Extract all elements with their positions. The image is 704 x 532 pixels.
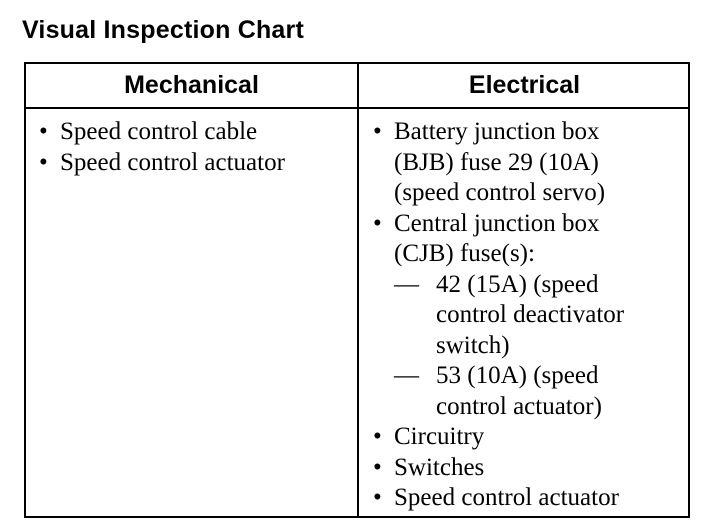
list-item	[370, 453, 688, 484]
electrical-list	[370, 117, 688, 514]
column-divider	[357, 64, 359, 516]
item-text: Circuitry	[394, 423, 485, 450]
item-text: Speed control cable	[60, 118, 258, 145]
bullet: •	[373, 423, 382, 450]
item-text: (speed control servo)	[394, 179, 606, 206]
mechanical-list	[36, 117, 351, 178]
item-text: control deactivator	[436, 301, 625, 328]
list-item	[370, 483, 688, 514]
bullet: •	[373, 484, 382, 511]
bullet: •	[373, 453, 382, 481]
bullet: •	[373, 118, 382, 145]
item-text: Central junction box	[394, 209, 600, 237]
bullet: •	[39, 148, 48, 176]
item-text: Speed control actuator	[60, 148, 285, 176]
item-text: Battery junction box	[394, 118, 600, 145]
header-rule	[26, 107, 688, 109]
item-text: (CJB) fuse(s):	[394, 240, 535, 267]
list-item	[370, 209, 688, 423]
list-item	[36, 117, 351, 148]
item-text: Speed control actuator	[394, 484, 619, 511]
sublist-item	[394, 361, 688, 422]
dash: —	[394, 362, 419, 389]
dash: —	[394, 270, 419, 298]
item-text: Switches	[394, 453, 485, 481]
chart-title: Visual Inspection Chart	[22, 16, 304, 44]
mechanical-header: Mechanical	[124, 71, 259, 99]
bullet: •	[39, 118, 48, 145]
item-text: 53 (10A) (speed	[436, 362, 599, 389]
fuse-sublist	[394, 270, 688, 423]
bullet: •	[373, 209, 382, 237]
electrical-header: Electrical	[468, 71, 581, 99]
list-item	[36, 148, 351, 179]
item-text: control actuator)	[436, 392, 602, 420]
item-text: 42 (15A) (speed	[436, 270, 599, 298]
item-text: switch)	[436, 331, 510, 359]
item-text: (BJB) fuse 29 (10A)	[394, 148, 599, 176]
inspection-table	[24, 62, 690, 518]
list-item	[370, 117, 688, 209]
sublist-item	[394, 270, 688, 362]
list-item	[370, 422, 688, 453]
